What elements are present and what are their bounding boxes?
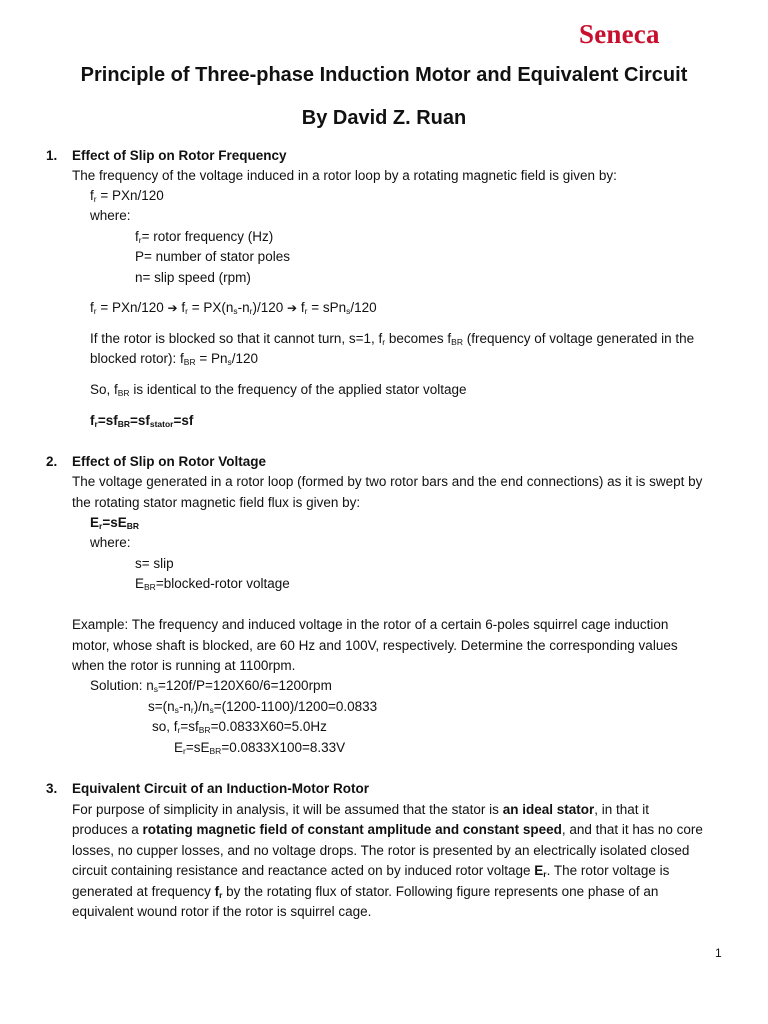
- paragraph-line: equivalent wound rotor if the rotor is squirrel cage.: [72, 904, 372, 919]
- formula: $f_r = PXn/120$: [90, 188, 164, 204]
- definition: n= slip speed (rpm): [135, 270, 251, 285]
- solution-line: so, $f_r=sf_{BR}=0.0833X60=5.0Hz$: [152, 719, 327, 735]
- document-title: Principle of Three-phase Induction Motor and Equivalent Circuit: [80, 64, 688, 86]
- paragraph: The frequency of the voltage induced in a rotor loop by a rotating magnetic field is given by:: [72, 168, 617, 183]
- section-heading: Effect of Slip on Rotor Voltage: [72, 454, 266, 469]
- formula-chain: $f_r = PXn/120$ ➔ $f_r = PX(n_s-n_r)/120$ ➔ $f_r = sPn_s/120$: [90, 300, 377, 316]
- section-number: 3.: [46, 781, 58, 796]
- definition: $E_{BR}=blocked$-rotor voltage: [135, 576, 290, 592]
- section-number: 2.: [46, 454, 58, 469]
- example-line: motor, whose shaft is blocked, are 60 Hz and 100V, respectively. Determine the corresponding values: [72, 638, 678, 653]
- definition: $f_r=$ rotor frequency (Hz): [135, 229, 274, 245]
- paragraph-line: produces a rotating magnetic field of constant amplitude and constant speed, and that it has no core: [72, 822, 703, 837]
- page-number: 1: [715, 946, 722, 960]
- paragraph-line: losses, no cupper losses, and no voltage drops. The rotor is presented by an electrically isolated closed: [72, 843, 690, 858]
- section-heading: Equivalent Circuit of an Induction-Motor Rotor: [72, 781, 369, 796]
- seneca-logo: Seneca: [579, 19, 660, 49]
- definition: P= number of stator poles: [135, 249, 290, 264]
- example-line: when the rotor is running at 1100rpm.: [72, 658, 296, 673]
- paragraph-line: For purpose of simplicity in analysis, it will be assumed that the stator is an ideal stator, in that it: [72, 802, 649, 817]
- paragraph: blocked rotor): $f_{BR} = Pn_s/120$: [90, 351, 259, 367]
- formula-bold: $f_r=sf_{BR}=sf_{stator}=sf$: [90, 413, 194, 429]
- section-number: 1.: [46, 148, 58, 163]
- section-heading: Effect of Slip on Rotor Frequency: [72, 148, 287, 163]
- formula-bold: $E_r=sE_{BR}$: [90, 515, 140, 531]
- paragraph: the rotating stator magnetic field flux is given by:: [72, 495, 361, 510]
- example-line: Example: The frequency and induced voltage in the rotor of a certain 6-poles squirrel cage induction: [72, 617, 669, 632]
- paragraph-line: circuit containing resistance and reactance acted on by induced rotor voltage $E_r$. The rotor voltage is: [72, 863, 670, 879]
- paragraph: If the rotor is blocked so that it cannot turn, s=1, $f_r$ becomes $f_{BR}$ (frequency of voltage generated in the: [90, 331, 695, 347]
- paragraph: So, $f_{BR}$ is identical to the frequency of the applied stator voltage: [90, 382, 467, 398]
- definition: s= slip: [135, 556, 174, 571]
- where-label: where:: [90, 535, 131, 550]
- solution-line: $s=(n_s-n_r)/n_s=(1200-1100)/1200=0.0833$: [148, 699, 378, 715]
- paragraph: The voltage generated in a rotor loop (formed by two rotor bars and the end connections) as it is swept by: [72, 474, 703, 489]
- document-author: By David Z. Ruan: [301, 107, 467, 129]
- solution-line: Solution: $n_s=120f/P=120X60/6=1200rpm$: [90, 678, 332, 694]
- solution-line: $E_r=sE_{BR}=0.0833X100=8.33V$: [174, 740, 346, 756]
- where-label: where:: [90, 208, 131, 223]
- paragraph-line: generated at frequency $f_r$ by the rotating flux of stator. Following figure represents one phase of an: [72, 884, 659, 900]
